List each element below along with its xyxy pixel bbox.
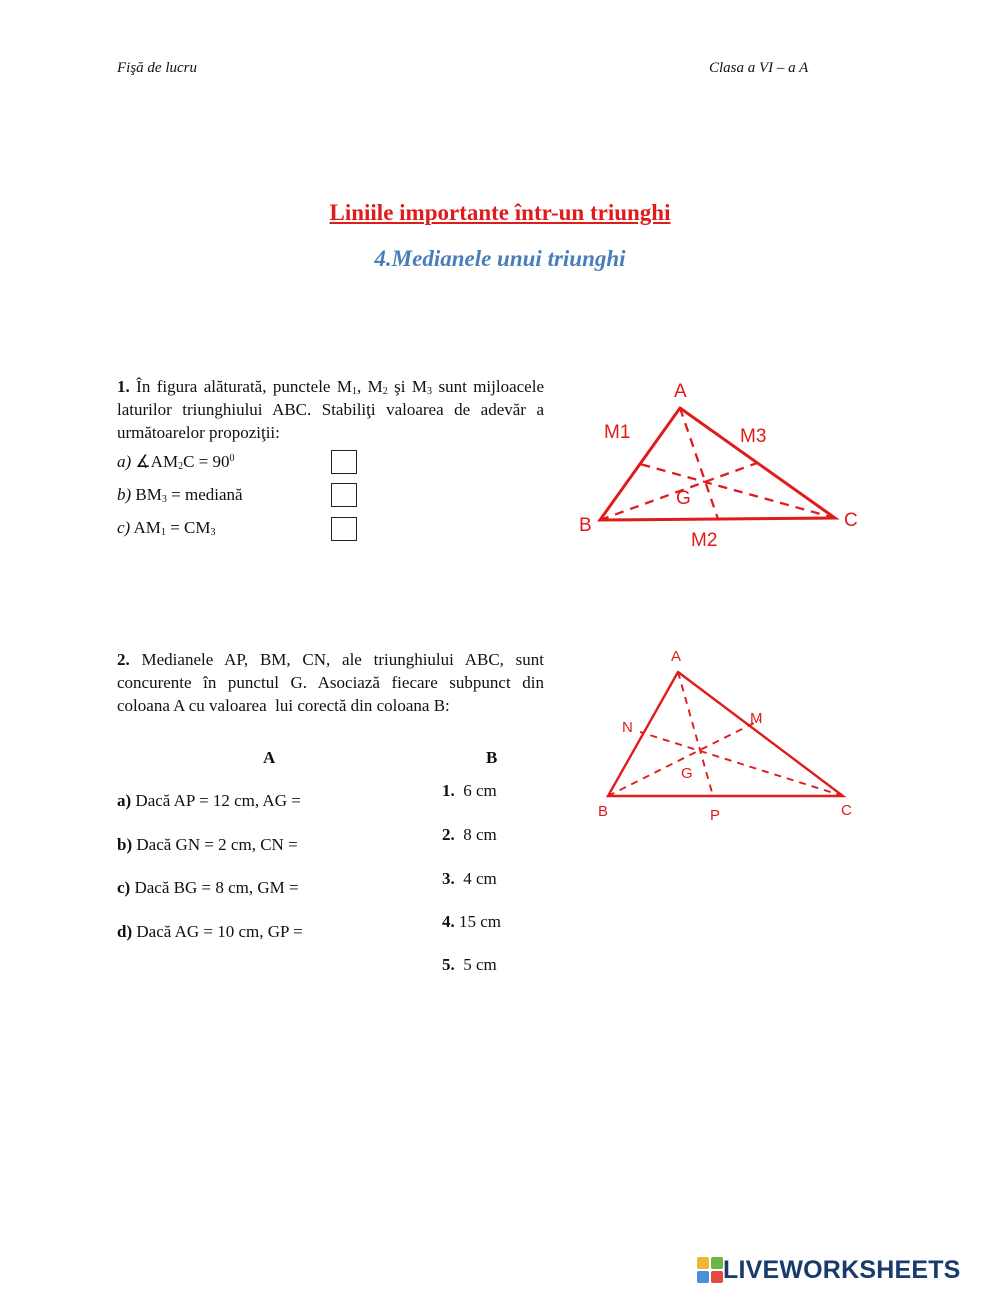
logo-text: LIVEWORKSHEETS [723,1255,961,1284]
column-a-text: Dacă BG = 8 cm, GM = [134,878,299,897]
fig1-label-m1: M1 [604,422,631,443]
column-b-value: 6 cm [463,781,497,800]
truth-checkbox-a[interactable] [331,450,357,474]
column-a-letter: a) [117,791,132,810]
median-c-m1 [640,464,835,518]
item-a-letter: a) [117,452,132,471]
column-b-header: B [486,748,498,767]
column-a-letter: b) [117,835,133,854]
item-a-text: $∡AM_2C = 90^0$ [135,452,235,472]
item-c-text: $AM_1 = CM_3$ [133,518,216,538]
exercise-2-text: Medianele AP, BM, CN, ale triunghiului ABC, sunt concurente în punctul G. Asociază fiecare subpunct din coloana A cu valoarea lui corectă din coloana B: [117,650,545,715]
fig2-label-m: M [750,710,763,727]
page-title: Liniile importante într-un triunghi [329,200,671,225]
truth-checkbox-b[interactable] [331,483,357,507]
column-b-value: 8 cm [463,825,497,844]
exercise-1-number: 1. [117,377,130,396]
column-b-option[interactable] [442,825,497,845]
fig2-label-a: A [671,648,682,665]
truth-checkbox-c[interactable] [331,517,357,541]
column-a-text: Dacă AG = 10 cm, GP = [136,922,303,941]
fig2-label-g: G [681,765,693,782]
exercise-1-item-a [117,452,235,472]
column-b-option[interactable] [442,912,501,932]
exercise-2-number: 2. [117,650,130,669]
exercise-1-statement [117,375,544,444]
column-b-number: 4. [442,912,455,931]
fig1-label-b: B [579,515,592,536]
logo-mark-icon [697,1257,723,1283]
exercise-1-item-c [117,518,215,538]
fig2-label-p: P [710,807,721,824]
column-a-item[interactable] [117,791,301,811]
column-b-number: 1. [442,781,455,800]
fig1-label-m3: M3 [740,426,767,447]
item-b-text: $BM_3$ = mediană [135,485,243,505]
triangle-figure-2 [590,640,870,830]
column-a-item[interactable] [117,835,298,855]
fig2-label-n: N [622,719,633,736]
fig1-label-g: G [676,488,691,509]
column-a-item[interactable] [117,922,303,942]
exercise-1-item-b [117,485,243,505]
column-b-option[interactable] [442,781,497,801]
column-a-item[interactable] [117,878,299,898]
fig2-label-b: B [598,803,609,820]
item-b-letter: b) [117,485,132,504]
column-b-option[interactable] [442,869,497,889]
column-a-header: A [263,748,276,767]
exercise-2-statement [117,648,544,717]
fig1-label-a: A [674,381,687,402]
column-b-value: 15 cm [459,912,502,931]
triangle-figure-1 [560,370,880,560]
exercise-1-text: În figura alăturată, punctele $M_1$, $M_2$ şi $M_3$ sunt mijloacele laturilor triunghiului ABC. Stabiliţi valoarea de adevăr a următoarelor propoziţii: [117,377,544,442]
column-b-number: 2. [442,825,455,844]
column-b-value: 4 cm [463,869,497,888]
column-b-value: 5 cm [463,955,497,974]
header-right: Clasa a VI – a A [709,60,809,76]
triangle-abc-outline-1 [600,408,835,520]
column-a-text: Dacă GN = 2 cm, CN = [136,835,298,854]
page-subtitle: 4.Medianele unui triunghi [374,246,626,271]
column-a-text: Dacă AP = 12 cm, AG = [135,791,301,810]
fig1-label-c: C [844,510,858,531]
fig2-label-c: C [841,802,852,819]
header-left: Fişă de lucru [117,60,197,76]
column-a-letter: d) [117,922,133,941]
column-b-number: 3. [442,869,455,888]
liveworksheets-logo [697,1255,961,1285]
column-b-number: 5. [442,955,455,974]
fig1-label-m2: M2 [691,530,718,551]
column-b-option[interactable] [442,955,497,975]
column-a-letter: c) [117,878,131,897]
item-c-letter: c) [117,518,131,537]
